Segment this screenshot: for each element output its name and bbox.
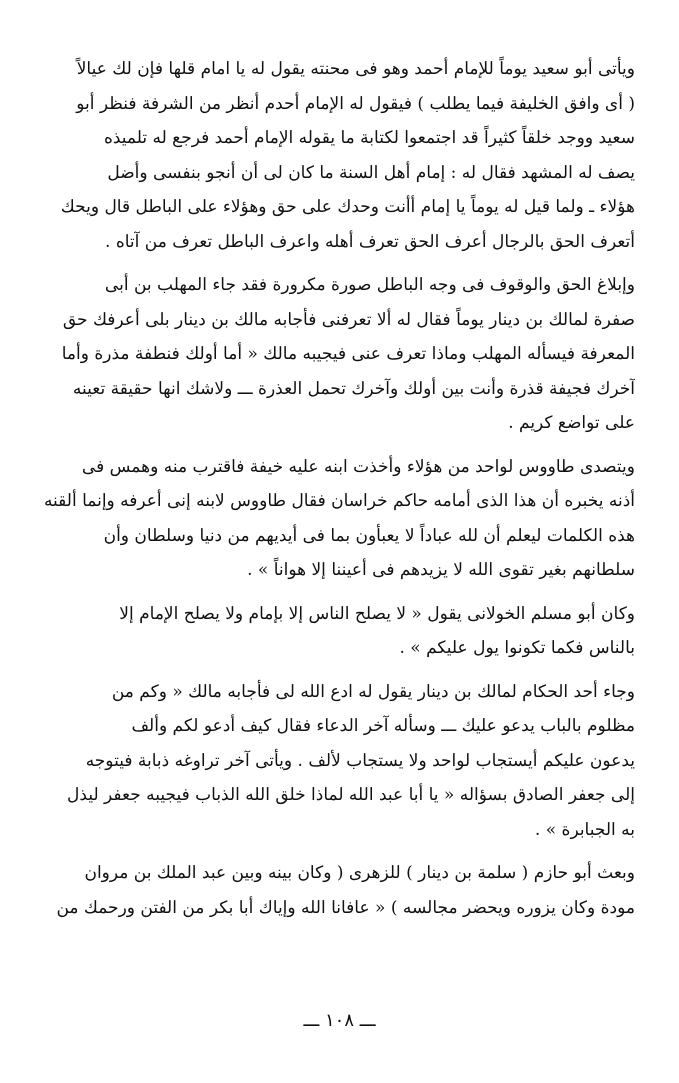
text-line: المعرفة فيسأله المهلب وماذا تعرف عنى فيجيبه مالك « أما أولك فنطفة مذرة وأما [61, 344, 635, 364]
text-line: هذه الكلمات ليعلم أن لله عباداً لا يعبأون بما فى أيديهم من دنيا وسلطان وأن [103, 525, 635, 546]
paragraph [44, 856, 635, 925]
text-line: وإبلاغ الحق والوقوف فى وجه الباطل صورة مكرورة فقد جاء المهلب بن أبى [104, 275, 635, 295]
body-text [44, 52, 635, 925]
text-line: وجاء أحد الحكام لمالك بن دينار يقول له ادع الله لى فأجابه مالك « وكم من [111, 681, 635, 702]
text-line: ويأتى أبو سعيد يوماً للإمام أحمد وهو فى محنته يقول له يا امام قلها فإن لك عيالاً [76, 59, 635, 79]
text-line: مظلوم بالباب يدعو عليك ـــ وسأله آخر الدعاء فقال كيف أدعو لكم وألف [131, 716, 635, 736]
text-line: أذنه يخبره أن هذا الذى أمامه حاكم خراسان فقال طاووس لابنه إنى أعرفه وإنما ألقنه [44, 491, 635, 511]
text-line: به الجبابرة » . [534, 819, 635, 840]
text-line: سلطانهم بغير تقوى الله لا يزيدهم فى أعيننا إلا هواناً » . [247, 560, 635, 580]
paragraph [44, 675, 635, 848]
paragraph [44, 52, 635, 259]
text-line: ( أى وافق الخليفة فيما يطلب ) فيقول له الإمام أحدم أنظر من الشرفة فنظر أبو [76, 93, 635, 114]
text-line: هؤلاء ـ ولما قيل له يوماً يا إمام أأنت وحدك على حق وهؤلاء على الباطل قال ويحك [60, 197, 635, 217]
text-line: على تواضع كريم . [508, 413, 635, 433]
text-line: آخرك فجيفة قذرة وأنت بين أولك وآخرك تحمل العذرة ـــ ولاشك انها حقيقة تعينه [72, 378, 635, 399]
paragraph [44, 597, 635, 666]
text-line: أتعرف الحق بالرجال أعرف الحق تعرف أهله واعرف الباطل تعرف من آتاه . [105, 231, 635, 252]
paragraph [44, 268, 635, 441]
paragraph [44, 450, 635, 588]
text-line: يدعون عليكم أيستجاب لواحد ولا يستجاب لألف . ويأتى آخر تراوغه ذبابة فيتوجه [85, 750, 635, 771]
text-line: ويتصدى طاووس لواحد من هؤلاء وأخذت ابنه عليه خيفة فاقترب منه وهمس فى [81, 456, 635, 477]
page-number: ـــ ١٠٨ ـــ [303, 1010, 376, 1031]
text-line: وكان أبو مسلم الخولانى يقول « لا يصلح الناس إلا بإمام ولا يصلح الإمام إلا [119, 603, 635, 624]
text-line: يصف له المشهد فقال له : إمام أهل السنة ما كان لى أن أنجو بنفسى وأضل [107, 162, 635, 183]
text-line: بالناس فكما تكونوا يول عليكم » . [399, 638, 635, 658]
text-line: إلى جعفر الصادق بسؤاله « يا أبا عبد الله لماذا خلق الله الذباب فيجيبه جعفر ليذل [67, 785, 635, 805]
text-line: مودة وكان يزوره ويحضر مجالسه ) « عافانا الله وإياك أبا بكر من الفتن ورحمك من [56, 897, 635, 918]
text-line: سعيد ووجد خلقاً كثيراً قد اجتمعوا لكتابة ما يقوله الإمام أحمد فرجع له تلميذه [103, 128, 635, 148]
text-line: صفرة لمالك بن دينار يوماً فقال له ألا تعرفنى فأجابه مالك بن دينار بلى أعرفك حق [62, 309, 635, 330]
text-line: وبعث أبو حازم ( سلمة بن دينار ) للزهرى ( وكان بينه وبين عبد الملك بن مروان [84, 863, 635, 883]
